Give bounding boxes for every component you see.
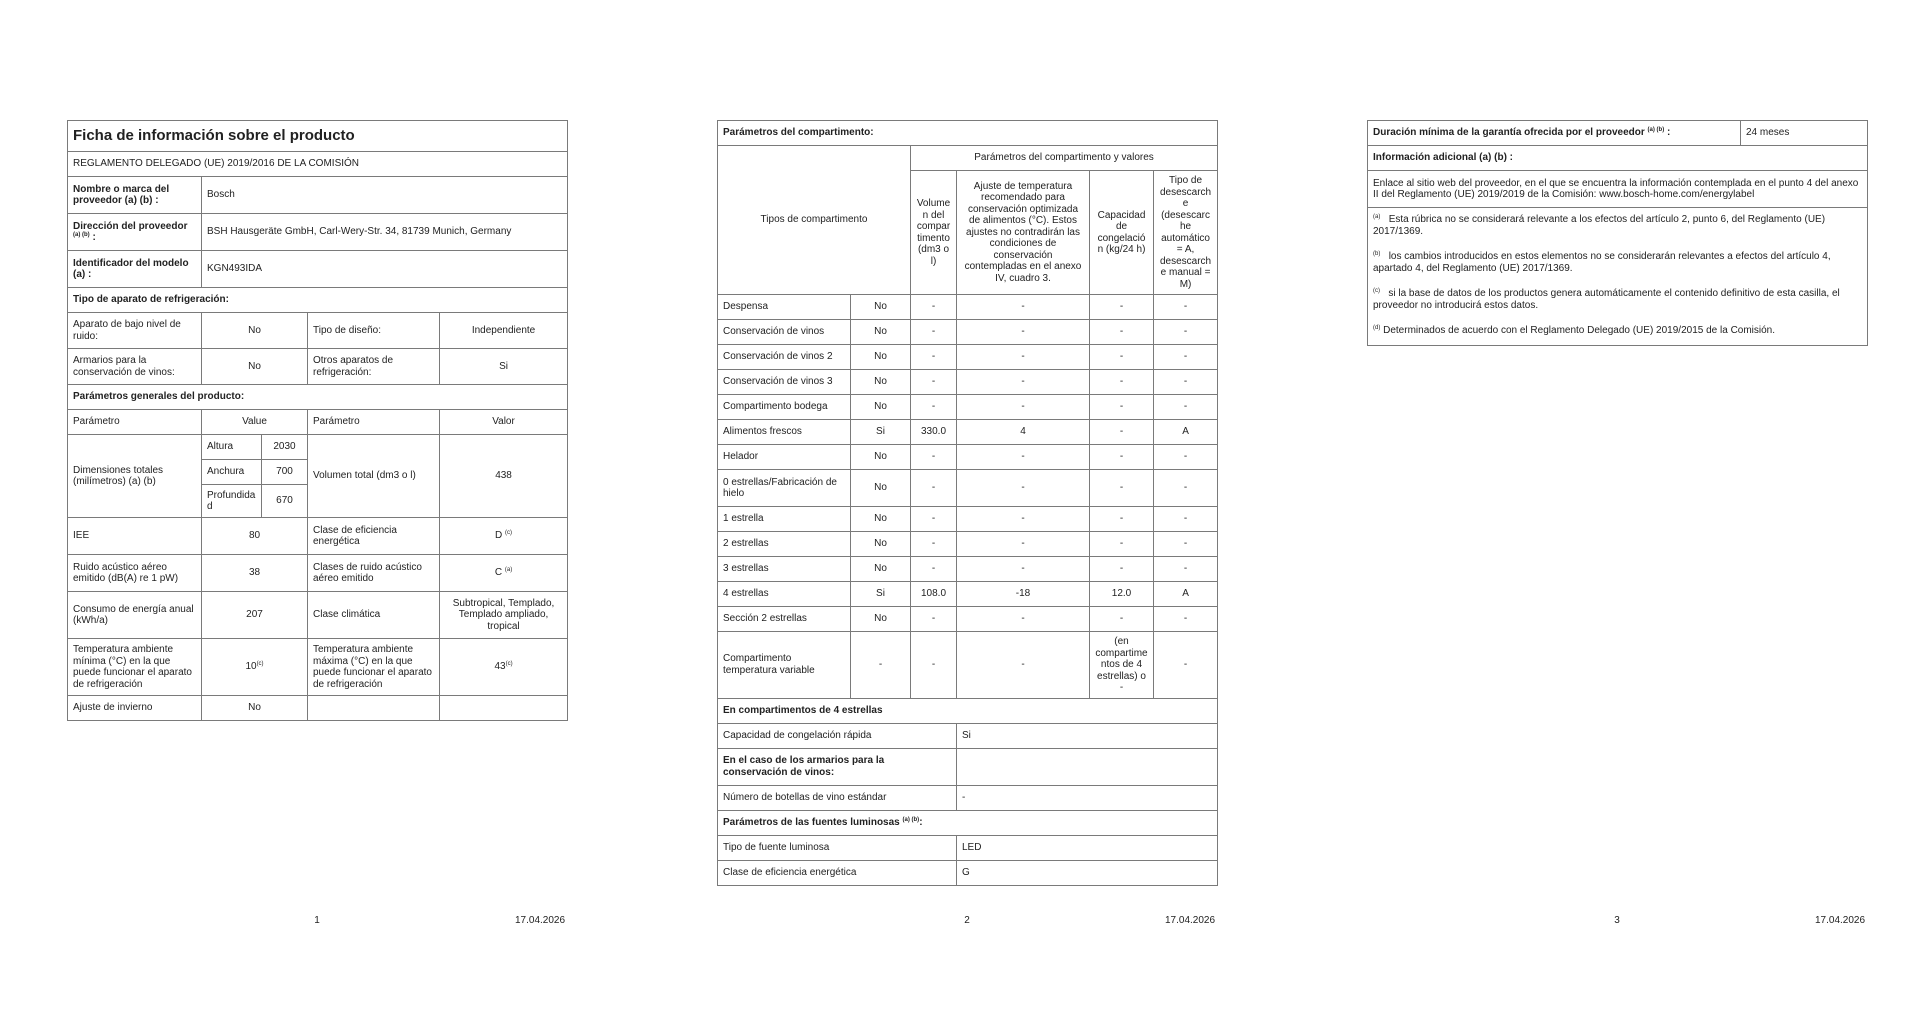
product-info-table xyxy=(67,120,568,721)
compartment-temp: 4 xyxy=(957,420,1090,445)
iee-value: 80 xyxy=(202,518,308,555)
empty-cell xyxy=(440,696,568,721)
page-1 xyxy=(67,120,567,721)
compartment-present: No xyxy=(851,507,911,532)
compartment-present: No xyxy=(851,370,911,395)
light-class-value: G xyxy=(957,860,1218,885)
four-star-heading: En compartimentos de 4 estrellas xyxy=(718,698,1218,723)
supplier-label: Nombre o marca del proveedor (a) (b) : xyxy=(68,177,202,214)
compartment-freeze-capacity: - xyxy=(1090,320,1154,345)
compartment-temp: - xyxy=(957,507,1090,532)
compartment-freeze-capacity: 12.0 xyxy=(1090,582,1154,607)
compartment-row xyxy=(718,445,1218,470)
page-number: 1 xyxy=(314,915,320,926)
page-3 xyxy=(1367,120,1867,346)
page-title: Ficha de información sobre el producto xyxy=(68,121,568,152)
compartment-defrost: - xyxy=(1154,445,1218,470)
compartment-volume: - xyxy=(911,470,957,507)
col-param: Parámetro xyxy=(68,410,202,435)
bottles-label: Número de botellas de vino estándar xyxy=(718,785,957,810)
eff-class-value: D $^{(c)}$ xyxy=(440,518,568,555)
compartment-temp: - xyxy=(957,607,1090,632)
compartment-temp: - xyxy=(957,557,1090,582)
type-heading: Tipo de aparato de refrigeración: xyxy=(68,288,568,313)
compartment-row xyxy=(718,370,1218,395)
light-heading: Parámetros de las fuentes luminosas $^{(a) (b)}$: xyxy=(718,810,1218,835)
footnote-d: $^{(d)}$ Determinados de acuerdo con el Reglamento Delegado (UE) 2019/2015 de la Comisión. xyxy=(1373,325,1776,336)
compartment-freeze-capacity: (en compartimentos de 4 estrellas) o - xyxy=(1090,632,1154,699)
empty-cell xyxy=(308,696,440,721)
width-label: Anchura xyxy=(202,460,262,485)
compartment-volume: 108.0 xyxy=(911,582,957,607)
compartment-volume: - xyxy=(911,507,957,532)
depth-value: 670 xyxy=(262,485,308,518)
wine-label: Armarios para la conservación de vinos: xyxy=(68,349,202,385)
footnotes xyxy=(1368,208,1868,346)
tmin-label: Temperatura ambiente mínima (°C) en la que puede funcionar el aparato de refrigeración xyxy=(68,639,202,696)
col-freeze: Capacidad de congelación (kg/24 h) xyxy=(1090,171,1154,295)
compartment-volume: - xyxy=(911,607,957,632)
noise-value: 38 xyxy=(202,555,308,592)
compartment-defrost: - xyxy=(1154,395,1218,420)
light-class-label: Clase de eficiencia energética xyxy=(718,860,957,885)
tmin-value: 10$^{(c)}$ xyxy=(202,639,308,696)
general-heading: Parámetros generales del producto: xyxy=(68,385,568,410)
compartment-present: No xyxy=(851,470,911,507)
compartment-temp: - xyxy=(957,532,1090,557)
compartment-temp: - xyxy=(957,470,1090,507)
compartment-row xyxy=(718,395,1218,420)
compartment-present: No xyxy=(851,320,911,345)
volume-value: 438 xyxy=(440,435,568,518)
rapid-freeze-label: Capacidad de congelación rápida xyxy=(718,723,957,748)
empty-cell xyxy=(957,748,1218,785)
compartment-row xyxy=(718,420,1218,445)
additional-info-table xyxy=(1367,120,1868,346)
compartment-name: 1 estrella xyxy=(718,507,851,532)
compartment-freeze-capacity: - xyxy=(1090,470,1154,507)
compartment-volume: - xyxy=(911,370,957,395)
tmax-value: 43$^{(c)}$ xyxy=(440,639,568,696)
compartment-volume: - xyxy=(911,557,957,582)
compartment-defrost: - xyxy=(1154,607,1218,632)
other-value: Si xyxy=(440,349,568,385)
compartment-volume: - xyxy=(911,532,957,557)
compartment-temp: -18 xyxy=(957,582,1090,607)
address-label: Dirección del proveedor $^{(a) (b)}$ : xyxy=(68,214,202,251)
compartment-temp: - xyxy=(957,295,1090,320)
compartment-present: No xyxy=(851,557,911,582)
compartment-defrost: A xyxy=(1154,582,1218,607)
col-value: Value xyxy=(202,410,308,435)
compartment-volume: - xyxy=(911,395,957,420)
design-value: Independiente xyxy=(440,313,568,349)
compartment-present: No xyxy=(851,295,911,320)
width-value: 700 xyxy=(262,460,308,485)
compartment-freeze-capacity: - xyxy=(1090,532,1154,557)
winter-label: Ajuste de invierno xyxy=(68,696,202,721)
depth-label: Profundidad xyxy=(202,485,262,518)
compartment-row xyxy=(718,470,1218,507)
compartment-name: 2 estrellas xyxy=(718,532,851,557)
compartment-row xyxy=(718,320,1218,345)
compartment-defrost: - xyxy=(1154,320,1218,345)
dims-label: Dimensiones totales (milímetros) (a) (b) xyxy=(68,435,202,518)
compartment-defrost: - xyxy=(1154,557,1218,582)
address-value: BSH Hausgeräte GmbH, Carl-Wery-Str. 34, 81739 Munich, Germany xyxy=(202,214,568,251)
height-value: 2030 xyxy=(262,435,308,460)
compartment-freeze-capacity: - xyxy=(1090,345,1154,370)
col-volume: Volumen del compartimento (dm3 o l) xyxy=(911,171,957,295)
compartment-freeze-capacity: - xyxy=(1090,370,1154,395)
compartment-temp: - xyxy=(957,320,1090,345)
compartment-freeze-capacity: - xyxy=(1090,445,1154,470)
page-date: 17.04.2026 xyxy=(1165,915,1216,926)
energy-label: Consumo de energía anual (kWh/a) xyxy=(68,592,202,639)
compartment-defrost: - xyxy=(1154,370,1218,395)
low-noise-value: No xyxy=(202,313,308,349)
page-number: 2 xyxy=(964,915,970,926)
compartment-freeze-capacity: - xyxy=(1090,295,1154,320)
compartment-freeze-capacity: - xyxy=(1090,557,1154,582)
wine-value: No xyxy=(202,349,308,385)
col-param-2: Parámetro xyxy=(308,410,440,435)
compartment-temp: - xyxy=(957,370,1090,395)
page-number: 3 xyxy=(1614,915,1620,926)
compartment-temp: - xyxy=(957,345,1090,370)
compartment-present: No xyxy=(851,445,911,470)
compartment-name: 0 estrellas/Fabricación de hielo xyxy=(718,470,851,507)
compartment-present: Si xyxy=(851,582,911,607)
compartment-defrost: - xyxy=(1154,470,1218,507)
compartment-defrost: - xyxy=(1154,632,1218,699)
low-noise-label: Aparato de bajo nivel de ruido: xyxy=(68,313,202,349)
compartment-defrost: - xyxy=(1154,295,1218,320)
compartment-row xyxy=(718,557,1218,582)
compartment-present: No xyxy=(851,607,911,632)
compartment-name: Conservación de vinos 2 xyxy=(718,345,851,370)
footnote-b: $^{(b)}$ los cambios introducidos en estos elementos no se considerarán relevantes a efectos del artículo 4, apartado 4, del Reglamento (UE) 2017/1369. xyxy=(1373,251,1831,274)
noise-class-label: Clases de ruido acústico aéreo emitido xyxy=(308,555,440,592)
compartment-temp: - xyxy=(957,632,1090,699)
col-value-2: Valor xyxy=(440,410,568,435)
compartment-name: 3 estrellas xyxy=(718,557,851,582)
compartment-row xyxy=(718,345,1218,370)
compartment-freeze-capacity: - xyxy=(1090,420,1154,445)
supplier-link-text: Enlace al sitio web del proveedor, en el que se encuentra la información contemplada en el punto 4 del anexo II del Reglamento (UE) 2019/2019 de la Comisión: www.bosch-home.com/energylabel xyxy=(1368,171,1868,208)
compartment-row xyxy=(718,295,1218,320)
compartment-volume: - xyxy=(911,445,957,470)
design-label: Tipo de diseño: xyxy=(308,313,440,349)
compartment-name: Conservación de vinos xyxy=(718,320,851,345)
page-date: 17.04.2026 xyxy=(515,915,566,926)
model-label: Identificador del modelo (a) : xyxy=(68,251,202,288)
compartment-row xyxy=(718,632,1218,699)
height-label: Altura xyxy=(202,435,262,460)
compartment-row xyxy=(718,607,1218,632)
compartment-volume: - xyxy=(911,345,957,370)
compartment-defrost: A xyxy=(1154,420,1218,445)
warranty-value: 24 meses xyxy=(1741,121,1868,146)
eff-class-label: Clase de eficiencia energética xyxy=(308,518,440,555)
noise-label: Ruido acústico aéreo emitido (dB(A) re 1 pW) xyxy=(68,555,202,592)
compartment-row xyxy=(718,532,1218,557)
compartment-volume: - xyxy=(911,320,957,345)
climate-label: Clase climática xyxy=(308,592,440,639)
other-label: Otros aparatos de refrigeración: xyxy=(308,349,440,385)
compartment-name: Compartimento temperatura variable xyxy=(718,632,851,699)
compartment-defrost: - xyxy=(1154,507,1218,532)
compartment-name: 4 estrellas xyxy=(718,582,851,607)
info-heading: Información adicional (a) (b) : xyxy=(1368,146,1868,171)
supplier-value: Bosch xyxy=(202,177,568,214)
regulation-subtitle: REGLAMENTO DELEGADO (UE) 2019/2016 DE LA COMISIÓN xyxy=(68,152,568,177)
compartment-name: Alimentos frescos xyxy=(718,420,851,445)
col-temp: Ajuste de temperatura recomendado para conservación optimizada de alimentos (°C). Estos ajustes no contradirán las condiciones de conservación contempladas en el anexo IV, cuadro 3. xyxy=(957,171,1090,295)
model-value: KGN493IDA xyxy=(202,251,568,288)
group-header: Parámetros del compartimento y valores xyxy=(911,146,1218,171)
compartment-heading: Parámetros del compartimento: xyxy=(718,121,1218,146)
compartment-name: Sección 2 estrellas xyxy=(718,607,851,632)
compartment-name: Helador xyxy=(718,445,851,470)
iee-label: IEE xyxy=(68,518,202,555)
compartment-name: Despensa xyxy=(718,295,851,320)
compartment-name: Compartimento bodega xyxy=(718,395,851,420)
rapid-freeze-value: Si xyxy=(957,723,1218,748)
warranty-label: Duración mínima de la garantía ofrecida por el proveedor $^{(a) (b)}$ : xyxy=(1368,121,1741,146)
energy-value: 207 xyxy=(202,592,308,639)
wine-heading: En el caso de los armarios para la conservación de vinos: xyxy=(718,748,957,785)
page-2 xyxy=(717,120,1217,886)
compartment-defrost: - xyxy=(1154,345,1218,370)
compartment-freeze-capacity: - xyxy=(1090,607,1154,632)
compartment-volume: - xyxy=(911,632,957,699)
noise-class-value: C $^{(a)}$ xyxy=(440,555,568,592)
page-date: 17.04.2026 xyxy=(1815,915,1866,926)
compartment-present: No xyxy=(851,345,911,370)
types-header: Tipos de compartimento xyxy=(718,146,911,295)
climate-value: Subtropical, Templado, Templado ampliado, tropical xyxy=(440,592,568,639)
light-type-value: LED xyxy=(957,835,1218,860)
compartment-present: Si xyxy=(851,420,911,445)
compartment-present: No xyxy=(851,395,911,420)
bottles-value: - xyxy=(957,785,1218,810)
compartment-freeze-capacity: - xyxy=(1090,507,1154,532)
compartment-name: Conservación de vinos 3 xyxy=(718,370,851,395)
footnote-a: $^{(a)}$ Esta rúbrica no se considerará relevante a los efectos del artículo 2, punto 6, del Reglamento (UE) 2017/1369. xyxy=(1373,214,1826,237)
light-type-label: Tipo de fuente luminosa xyxy=(718,835,957,860)
compartment-defrost: - xyxy=(1154,532,1218,557)
compartment-table xyxy=(717,120,1218,886)
compartment-present: No xyxy=(851,532,911,557)
winter-value: No xyxy=(202,696,308,721)
compartment-row xyxy=(718,507,1218,532)
compartment-temp: - xyxy=(957,395,1090,420)
compartment-volume: - xyxy=(911,295,957,320)
compartment-row xyxy=(718,582,1218,607)
compartment-temp: - xyxy=(957,445,1090,470)
col-defrost: Tipo de desescarche (desescarche automático = A, desescarche manual = M) xyxy=(1154,171,1218,295)
compartment-volume: 330.0 xyxy=(911,420,957,445)
compartment-present: - xyxy=(851,632,911,699)
volume-label: Volumen total (dm3 o l) xyxy=(308,435,440,518)
footnote-c: $^{(c)}$ si la base de datos de los productos genera automáticamente el contenido definitivo de esta casilla, el proveedor no introducirá estos datos. xyxy=(1373,288,1840,311)
compartment-freeze-capacity: - xyxy=(1090,395,1154,420)
tmax-label: Temperatura ambiente máxima (°C) en la que puede funcionar el aparato de refrigeración xyxy=(308,639,440,696)
